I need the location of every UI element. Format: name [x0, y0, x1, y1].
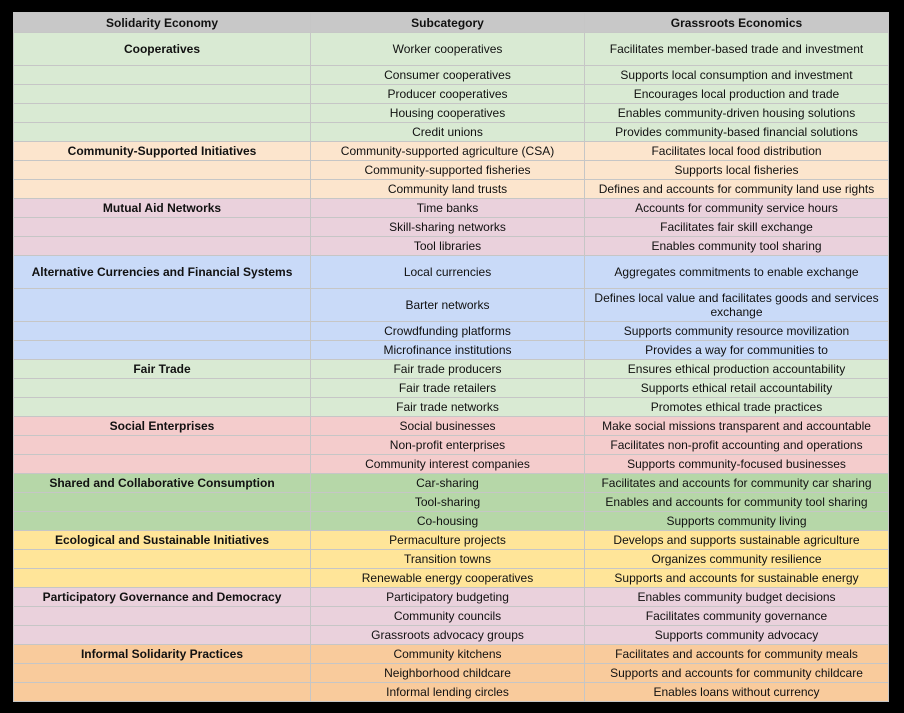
description-cell[interactable]: Defines and accounts for community land use rights [585, 180, 889, 199]
description-cell[interactable]: Supports community resource movilization [585, 322, 889, 341]
subcategory-cell[interactable]: Community interest companies [311, 455, 585, 474]
table-row [14, 180, 889, 199]
category-cell[interactable]: Community-Supported Initiatives [14, 142, 311, 161]
subcategory-cell[interactable]: Fair trade networks [311, 398, 585, 417]
category-cell[interactable] [14, 493, 311, 512]
table-row [14, 341, 889, 360]
subcategory-cell[interactable]: Skill-sharing networks [311, 218, 585, 237]
solidarity-economy-table [13, 12, 889, 702]
category-cell[interactable] [14, 341, 311, 360]
category-cell[interactable] [14, 626, 311, 645]
table-row [14, 33, 889, 66]
subcategory-cell[interactable]: Fair trade producers [311, 360, 585, 379]
category-cell[interactable] [14, 569, 311, 588]
table-row [14, 161, 889, 180]
description-cell[interactable]: Enables community tool sharing [585, 237, 889, 256]
category-cell[interactable] [14, 104, 311, 123]
subcategory-cell[interactable]: Community kitchens [311, 645, 585, 664]
description-cell[interactable]: Facilitates community governance [585, 607, 889, 626]
description-cell[interactable]: Facilitates fair skill exchange [585, 218, 889, 237]
subcategory-cell[interactable]: Social businesses [311, 417, 585, 436]
table-row [14, 626, 889, 645]
table-row [14, 664, 889, 683]
category-cell[interactable] [14, 218, 311, 237]
table-row [14, 237, 889, 256]
description-cell[interactable]: Make social missions transparent and accountable [585, 417, 889, 436]
category-cell[interactable] [14, 664, 311, 683]
table-row [14, 493, 889, 512]
description-cell[interactable]: Provides community-based financial solutions [585, 123, 889, 142]
description-cell[interactable]: Supports ethical retail accountability [585, 379, 889, 398]
category-cell[interactable] [14, 550, 311, 569]
subcategory-cell[interactable]: Renewable energy cooperatives [311, 569, 585, 588]
category-cell[interactable] [14, 289, 311, 322]
category-cell[interactable] [14, 237, 311, 256]
description-cell[interactable]: Develops and supports sustainable agriculture [585, 531, 889, 550]
header-subcategory[interactable]: Subcategory [311, 13, 585, 33]
table-row [14, 379, 889, 398]
description-cell[interactable]: Promotes ethical trade practices [585, 398, 889, 417]
table-row [14, 474, 889, 493]
description-cell[interactable]: Encourages local production and trade [585, 85, 889, 104]
description-cell[interactable]: Supports local consumption and investment [585, 66, 889, 85]
subcategory-cell[interactable]: Time banks [311, 199, 585, 218]
description-cell[interactable]: Facilitates member-based trade and investment [585, 33, 889, 66]
category-cell[interactable] [14, 66, 311, 85]
subcategory-cell[interactable]: Community-supported fisheries [311, 161, 585, 180]
table-row [14, 360, 889, 379]
subcategory-cell[interactable]: Permaculture projects [311, 531, 585, 550]
category-cell[interactable]: Fair Trade [14, 360, 311, 379]
table-row [14, 218, 889, 237]
category-cell[interactable] [14, 398, 311, 417]
subcategory-cell[interactable]: Informal lending circles [311, 683, 585, 702]
category-cell[interactable] [14, 683, 311, 702]
category-cell[interactable] [14, 436, 311, 455]
category-cell[interactable]: Cooperatives [14, 33, 311, 66]
header-solidarity-economy[interactable]: Solidarity Economy [14, 13, 311, 33]
table-row [14, 104, 889, 123]
description-cell[interactable]: Supports community-focused businesses [585, 455, 889, 474]
table-row [14, 256, 889, 289]
subcategory-cell[interactable]: Credit unions [311, 123, 585, 142]
category-cell[interactable]: Participatory Governance and Democracy [14, 588, 311, 607]
category-cell[interactable]: Informal Solidarity Practices [14, 645, 311, 664]
description-cell[interactable]: Facilitates local food distribution [585, 142, 889, 161]
description-cell[interactable]: Supports community living [585, 512, 889, 531]
subcategory-cell[interactable]: Co-housing [311, 512, 585, 531]
table-row [14, 322, 889, 341]
category-cell[interactable]: Shared and Collaborative Consumption [14, 474, 311, 493]
table-row [14, 550, 889, 569]
description-cell[interactable]: Enables and accounts for community tool sharing [585, 493, 889, 512]
category-cell[interactable]: Ecological and Sustainable Initiatives [14, 531, 311, 550]
table-row [14, 512, 889, 531]
category-cell[interactable] [14, 180, 311, 199]
category-cell[interactable] [14, 322, 311, 341]
description-cell[interactable]: Defines local value and facilitates goods and services exchange [585, 289, 889, 322]
subcategory-cell[interactable]: Barter networks [311, 289, 585, 322]
description-cell[interactable]: Provides a way for communities to [585, 341, 889, 360]
subcategory-cell[interactable]: Car-sharing [311, 474, 585, 493]
category-cell[interactable]: Mutual Aid Networks [14, 199, 311, 218]
table-row [14, 85, 889, 104]
description-cell[interactable]: Enables loans without currency [585, 683, 889, 702]
subcategory-cell[interactable]: Community land trusts [311, 180, 585, 199]
table-row [14, 417, 889, 436]
category-cell[interactable] [14, 85, 311, 104]
description-cell[interactable]: Accounts for community service hours [585, 199, 889, 218]
subcategory-cell[interactable]: Local currencies [311, 256, 585, 289]
header-row [14, 13, 889, 33]
subcategory-cell[interactable]: Fair trade retailers [311, 379, 585, 398]
subcategory-cell[interactable]: Participatory budgeting [311, 588, 585, 607]
description-cell[interactable]: Enables community budget decisions [585, 588, 889, 607]
subcategory-cell[interactable]: Microfinance institutions [311, 341, 585, 360]
subcategory-cell[interactable]: Tool-sharing [311, 493, 585, 512]
table-row [14, 436, 889, 455]
category-cell[interactable] [14, 512, 311, 531]
table-row [14, 683, 889, 702]
description-cell[interactable]: Supports community advocacy [585, 626, 889, 645]
subcategory-cell[interactable]: Non-profit enterprises [311, 436, 585, 455]
category-cell[interactable] [14, 379, 311, 398]
table-row [14, 531, 889, 550]
table-row [14, 398, 889, 417]
subcategory-cell[interactable]: Grassroots advocacy groups [311, 626, 585, 645]
category-cell[interactable]: Social Enterprises [14, 417, 311, 436]
table-row [14, 607, 889, 626]
description-cell[interactable]: Facilitates and accounts for community car sharing [585, 474, 889, 493]
table-row [14, 588, 889, 607]
table-row [14, 289, 889, 322]
description-cell[interactable]: Supports and accounts for sustainable energy [585, 569, 889, 588]
subcategory-cell[interactable]: Neighborhood childcare [311, 664, 585, 683]
subcategory-cell[interactable]: Worker cooperatives [311, 33, 585, 66]
table-row [14, 569, 889, 588]
table-row [14, 455, 889, 474]
description-cell[interactable]: Enables community-driven housing solutions [585, 104, 889, 123]
category-cell[interactable] [14, 455, 311, 474]
category-cell[interactable] [14, 123, 311, 142]
category-cell[interactable] [14, 607, 311, 626]
subcategory-cell[interactable]: Consumer cooperatives [311, 66, 585, 85]
subcategory-cell[interactable]: Community-supported agriculture (CSA) [311, 142, 585, 161]
table-row [14, 645, 889, 664]
description-cell[interactable]: Supports and accounts for community childcare [585, 664, 889, 683]
description-cell[interactable]: Supports local fisheries [585, 161, 889, 180]
description-cell[interactable]: Aggregates commitments to enable exchange [585, 256, 889, 289]
subcategory-cell[interactable]: Community councils [311, 607, 585, 626]
table-row [14, 123, 889, 142]
subcategory-cell[interactable]: Producer cooperatives [311, 85, 585, 104]
subcategory-cell[interactable]: Crowdfunding platforms [311, 322, 585, 341]
description-cell[interactable]: Facilitates non-profit accounting and operations [585, 436, 889, 455]
description-cell[interactable]: Facilitates and accounts for community meals [585, 645, 889, 664]
subcategory-cell[interactable]: Housing cooperatives [311, 104, 585, 123]
table-row [14, 142, 889, 161]
table-row [14, 66, 889, 85]
description-cell[interactable]: Ensures ethical production accountability [585, 360, 889, 379]
table-row [14, 199, 889, 218]
subcategory-cell[interactable]: Transition towns [311, 550, 585, 569]
subcategory-cell[interactable]: Tool libraries [311, 237, 585, 256]
description-cell[interactable]: Organizes community resilience [585, 550, 889, 569]
header-grassroots-economics[interactable]: Grassroots Economics [585, 13, 889, 33]
category-cell[interactable] [14, 161, 311, 180]
category-cell[interactable]: Alternative Currencies and Financial Systems [14, 256, 311, 289]
